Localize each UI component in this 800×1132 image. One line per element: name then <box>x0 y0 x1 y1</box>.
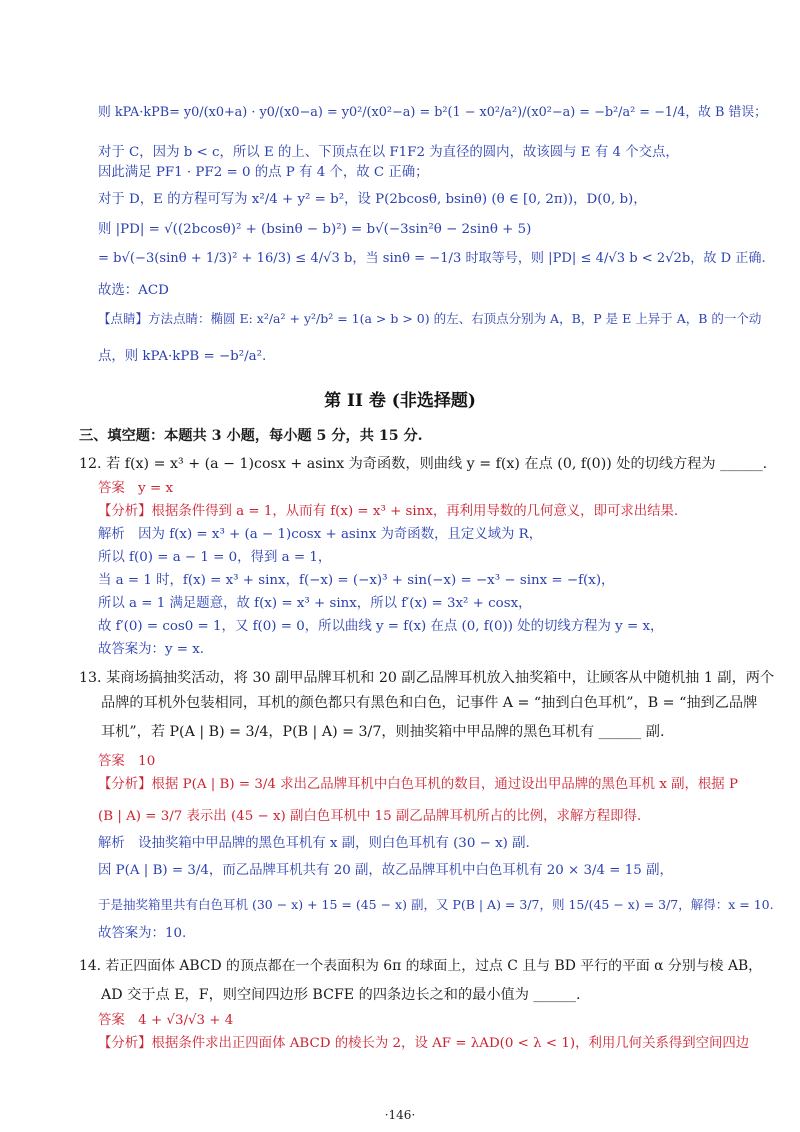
text-line-27: 于是抽奖箱里共有白色耳机 (30 − x) + 15 = (45 − x) 副，又 P(B | A) = 3/7，则 15/(45 − x) = 3/7，解得：x = 10. <box>98 897 774 912</box>
text-line-0: 则 kPA·kPB= y0/(x0+a) · y0/(x0−a) = y0²/(x0²−a) = b²(1 − x0²/a²)/(x0²−a) = −b²/a² = −1/4，故 B 错误； <box>98 105 767 120</box>
text-line-17: 故 f′(0) = cos0 = 1，又 f(0) = 0，所以曲线 y = f(x) 在点 (0, f(0)) 处的切线方程为 y = x， <box>98 619 664 634</box>
text-line-1: 对于 C，因为 b < c，所以 E 的上、下顶点在以 F1F2 为直径的圆内，故该圆与 E 有 4 个交点， <box>98 145 679 160</box>
text-line-22: 答案 10 <box>98 754 156 769</box>
text-line-12: 【分析】根据条件得到 a = 1，从而有 f(x) = x³ + sinx，再利用导数的几何意义，即可求出结果. <box>98 504 679 519</box>
text-line-14: 所以 f(0) = a − 1 = 0，得到 a = 1， <box>98 550 332 565</box>
text-line-10: 12. 若 f(x) = x³ + (a − 1)cosx + asinx 为奇函数，则曲线 y = f(x) 在点 (0, f(0)) 处的切线方程为 ______. <box>79 456 768 472</box>
text-line-29: 14. 若正四面体 ABCD 的顶点都在一个表面积为 6π 的球面上，过点 C 且与 BD 平行的平面 α 分别与棱 AB， <box>79 958 763 974</box>
text-line-5: = b√(−3(sinθ + 1/3)² + 16/3) ≤ 4/√3 b，当 sinθ = −1/3 时取等号，则 |PD| ≤ 4/√3 b < 2√2b，故 D 正确. <box>98 251 766 266</box>
text-line-3: 对于 D，E 的方程可写为 x²/4 + y² = b²，设 P(2bcosθ, bsinθ) (θ ∈ [0, 2π))，D(0, b)， <box>98 192 647 207</box>
text-line-6: 故选：ACD <box>98 283 169 298</box>
text-line-8: 点，则 kPA·kPB = −b²/a². <box>98 349 267 364</box>
text-line-21: 耳机”，若 P(A | B) = 3/4，P(B | A) = 3/7，则抽奖箱中甲品牌的黑色耳机有 ______ 副. <box>101 724 665 740</box>
section-title: 第 II 卷 (非选择题) <box>324 391 476 411</box>
text-line-20: 品牌的耳机外包装相同，耳机的颜色都只有黑色和白色，记事件 A = “抽到白色耳机”，B = “抽到乙品牌 <box>101 695 758 711</box>
text-line-32: 【分析】根据条件求出正四面体 ABCD 的棱长为 2，设 AF = λAD(0 < λ < 1)，利用几何关系得到空间四边 <box>98 1036 750 1051</box>
text-line-11: 答案 y = x <box>98 481 174 496</box>
text-line-18: 故答案为：y = x. <box>98 642 205 657</box>
text-line-15: 当 a = 1 时，f(x) = x³ + sinx，f(−x) = (−x)³ + sin(−x) = −x³ − sinx = −f(x)， <box>98 573 615 588</box>
text-line-19: 13. 某商场搞抽奖活动，将 30 副甲品牌耳机和 20 副乙品牌耳机放入抽奖箱中，让顾客从中随机抽 1 副，两个 <box>79 670 775 686</box>
text-line-26: 因 P(A | B) = 3/4，而乙品牌耳机共有 20 副，故乙品牌耳机中白色耳机有 20 × 3/4 = 15 副， <box>98 863 673 878</box>
text-line-4: 则 |PD| = √((2bcosθ)² + (bsinθ − b)²) = b√(−3sin²θ − 2sinθ + 5) <box>98 222 532 237</box>
page-number: ·146· <box>384 1108 416 1122</box>
text-line-24: (B | A) = 3/7 表示出 (45 − x) 副白色耳机中 15 副乙品牌耳机所占的比例，求解方程即得. <box>98 809 642 824</box>
text-line-16: 所以 a = 1 满足题意，故 f(x) = x³ + sinx，所以 f′(x) = 3x² + cosx， <box>98 596 532 611</box>
text-line-28: 故答案为：10. <box>98 926 187 941</box>
text-line-9: 三、填空题：本题共 3 小题，每小题 5 分，共 15 分. <box>79 428 423 444</box>
text-line-23: 【分析】根据 P(A | B) = 3/4 求出乙品牌耳机中白色耳机的数目，通过设出甲品牌的黑色耳机 x 副，根据 P <box>98 777 738 792</box>
text-line-25: 解析 设抽奖箱中甲品牌的黑色耳机有 x 副，则白色耳机有 (30 − x) 副. <box>98 836 530 851</box>
text-line-31: 答案 4 + √3/√3 + 4 <box>98 1013 234 1028</box>
text-line-2: 因此满足 PF1 · PF2 = 0 的点 P 有 4 个，故 C 正确； <box>98 165 429 180</box>
text-line-13: 解析 因为 f(x) = x³ + (a − 1)cosx + asinx 为奇函数，且定义域为 R， <box>98 527 543 542</box>
text-line-7: 【点睛】方法点睛：椭圆 E: x²/a² + y²/b² = 1(a > b > 0) 的左、右顶点分别为 A，B，P 是 E 上异于 A，B 的一个动 <box>98 311 762 326</box>
text-line-30: AD 交于点 E，F，则空间四边形 BCFE 的四条边长之和的最小值为 ______. <box>101 987 581 1003</box>
